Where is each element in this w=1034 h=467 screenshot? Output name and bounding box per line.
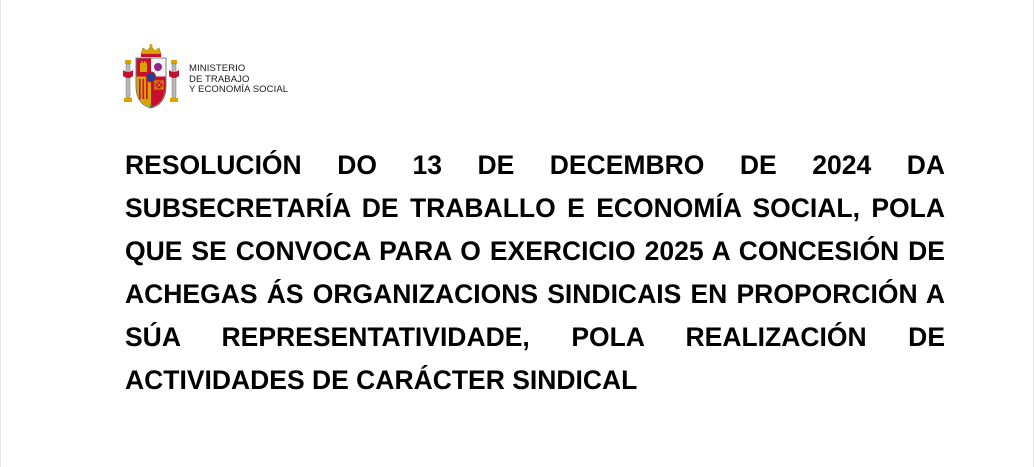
ministry-header bbox=[119, 42, 288, 112]
ministry-name bbox=[189, 64, 288, 96]
document-title: RESOLUCIÓN DO 13 DE DECEMBRO DE 2024 DA SUBSECRETARÍA DE TRABALLO E ECONOMÍA SOCIAL, POLA QUE SE CONVOCA PARA O EXERCICIO 2025 A CONCESIÓN DE ACHEGAS ÁS ORGANIZACIONS SINDICAIS EN PROPORCIÓN A SÚA REPRESENTATIVIDADE, POLA REALIZACIÓN DE ACTIVIDADES DE CARÁCTER SINDICAL bbox=[125, 150, 945, 395]
ministry-line-2: DE TRABAJO bbox=[189, 73, 250, 85]
ministry-line-3: Y ECONOMÍA SOCIAL bbox=[189, 84, 289, 96]
coat-of-arms-of-spain-icon bbox=[119, 42, 183, 112]
ministry-line-1: MINISTERIO bbox=[189, 63, 246, 75]
